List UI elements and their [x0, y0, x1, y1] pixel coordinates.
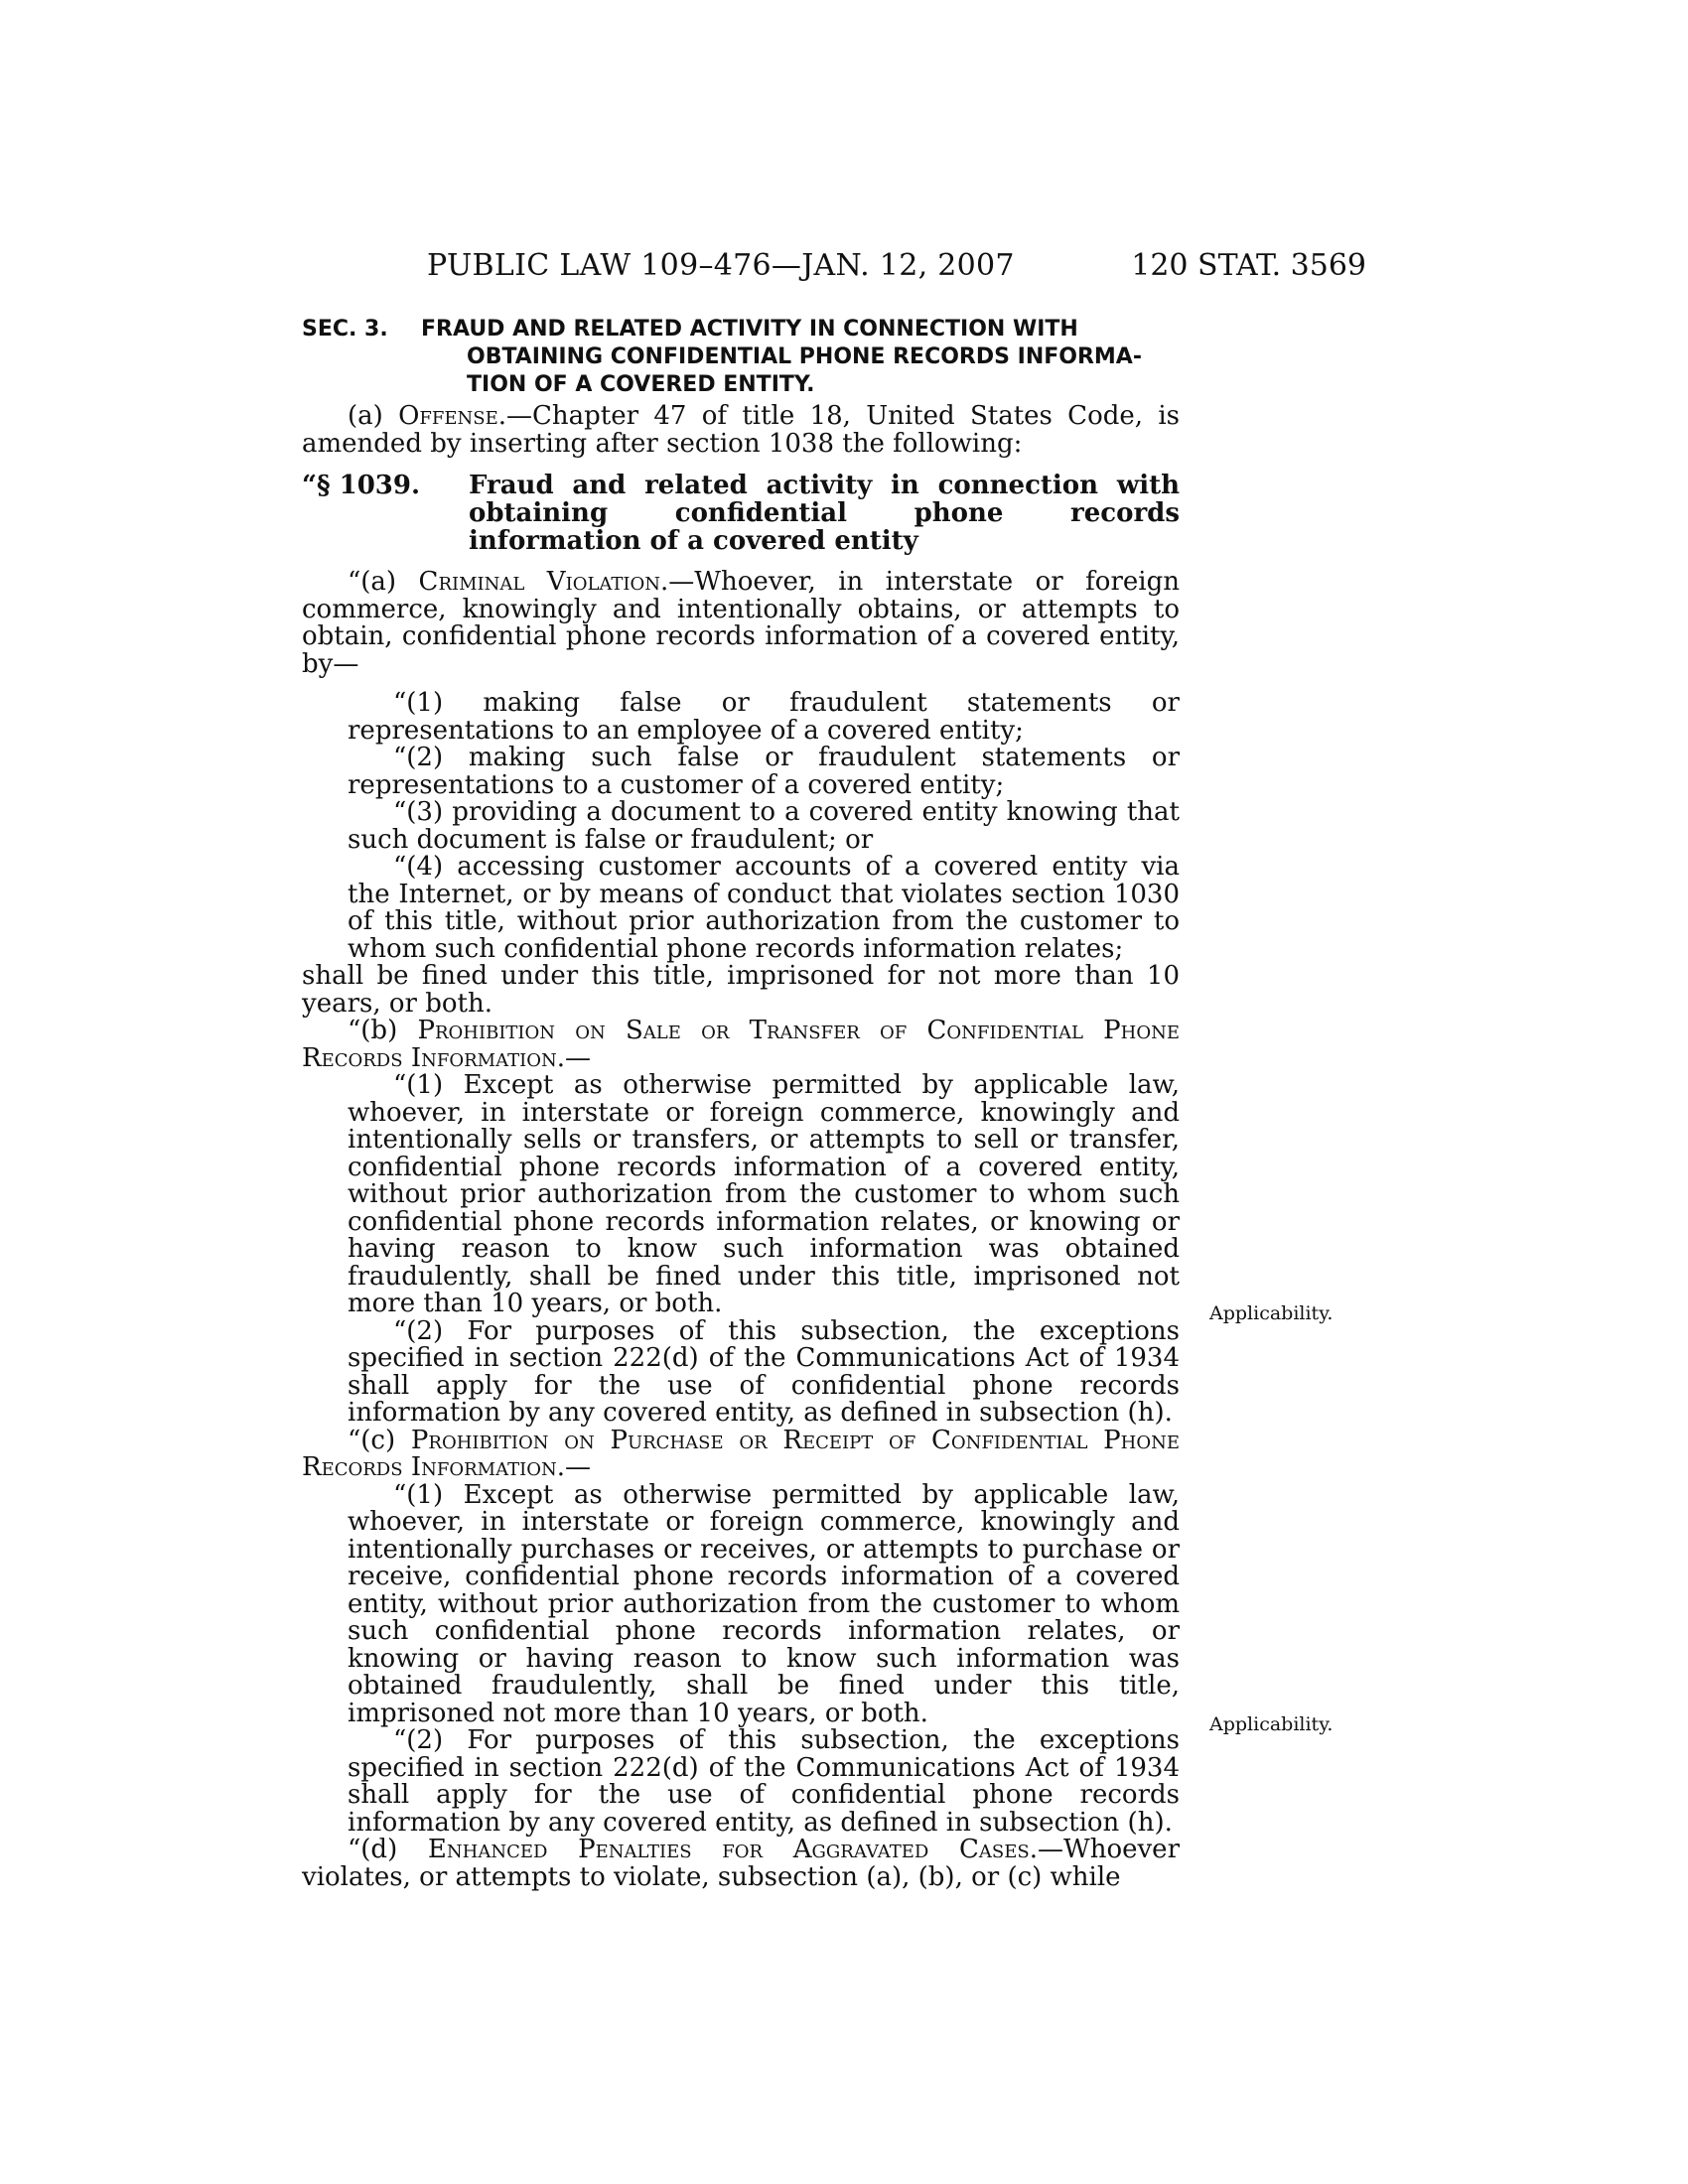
subsection-a-closing: shall be fined under this title, imprisoned for not more than 10 years, or both. [302, 961, 1180, 1019]
running-header-citation: PUBLIC LAW 109–476—JAN. 12, 2007 [427, 248, 1015, 283]
subsection-c-item: “(1) Except as otherwise permitted by applicable law, whoever, in interstate or foreign commerce, knowingly and intentionally purchases or receives, or attempts to purchase or receive, confidential phone records information of a covered entity, without prior authorization from the customer to whom such confidential phone records information relates, or knowing or having reason to know such information was obtained fraudulently, shall be fined under this title, imprisoned not more than 10 years, or both. [348, 1479, 1180, 1728]
offense-heading: Offense [398, 401, 498, 431]
subsection-d: “(d) Enhanced Penalties for Aggravated Cases.—Whoever violates, or attempts to violate, subsection (a), (b), or (c) while [302, 1835, 1180, 1892]
section-title [421, 316, 1180, 399]
subsection-a-item: “(4) accessing customer accounts of a covered entity via the Internet, or by means of conduct that violates section 1030 of this title, without prior authorization from the customer to whom such confidential phone records information relates; [348, 852, 1180, 964]
section-title-line: FRAUD AND RELATED ACTIVITY IN CONNECTION WITH [421, 317, 1078, 341]
subsection-b-item: “(2) For purposes of this subsection, the exceptions specified in section 222(d) of the Communications Act of 1934 shall apply for the use of confidential phone records information by any covered entity, as defined in subsection (h). [348, 1315, 1180, 1428]
subsection-a-item: “(1) making false or fraudulent statements or representations to an employee of a covered entity; [348, 688, 1180, 746]
section-title-line: TION OF A COVERED ENTITY. [467, 372, 815, 397]
statute-heading [302, 472, 1180, 555]
subsection-b-heading: Prohibition on Sale or Transfer of Confidential Phone Records Information [302, 1016, 1180, 1073]
margin-note-applicability: Applicability. [1209, 1302, 1334, 1324]
subsection-a-item: “(2) making such false or fraudulent statements or representations to a customer of a covered entity; [348, 743, 1180, 800]
subsection-c-heading: Prohibition on Purchase or Receipt of Confidential Phone Records Information [302, 1425, 1180, 1482]
document-body [302, 403, 1180, 1891]
section-title-line: OBTAINING CONFIDENTIAL PHONE RECORDS INFORMA- [467, 344, 1142, 369]
statute-title: Fraud and related activity in connection with obtaining confidential phone records information of a covered entity [469, 471, 1180, 556]
subsection-b-item: “(1) Except as otherwise permitted by applicable law, whoever, in interstate or foreign commerce, knowingly and intentionally sells or transfers, or attempts to sell or transfer, confidential phone records information of a covered entity, without prior authorization from the customer to whom such confidential phone records information relates, or knowing or having reason to know such information was obtained fraudulently, shall be fined under this title, imprisoned not more than 10 years, or both. [348, 1070, 1180, 1318]
subsection-a: “(a) Criminal Violation.—Whoever, in interstate or foreign commerce, knowingly and intentionally obtains, or attempts to obtain, confidential phone records information of a covered entity, by— [302, 567, 1180, 679]
margin-note-applicability: Applicability. [1209, 1713, 1334, 1735]
section-number: SEC. 3. [302, 317, 388, 341]
subsection-a-heading: Criminal Violation [418, 567, 661, 597]
offense-paragraph: (a) Offense.—Chapter 47 of title 18, United States Code, is amended by inserting after section 1038 the following: [302, 401, 1180, 459]
running-header-page-number: 120 STAT. 3569 [1131, 248, 1366, 283]
subsection-c: “(c) Prohibition on Purchase or Receipt of Confidential Phone Records Information.— [302, 1425, 1180, 1482]
subsection-a-item: “(3) providing a document to a covered entity knowing that such document is false or fraudulent; or [348, 797, 1180, 855]
section-heading [302, 316, 1180, 399]
subsection-c-item: “(2) For purposes of this subsection, the exceptions specified in section 222(d) of the Communications Act of 1934 shall apply for the use of confidential phone records information by any covered entity, as defined in subsection (h). [348, 1725, 1180, 1838]
subsection-b: “(b) Prohibition on Sale or Transfer of Confidential Phone Records Information.— [302, 1016, 1180, 1073]
subsection-d-heading: Enhanced Penalties for Aggravated Cases [427, 1835, 1030, 1864]
statute-number: “§ 1039. [302, 471, 421, 500]
